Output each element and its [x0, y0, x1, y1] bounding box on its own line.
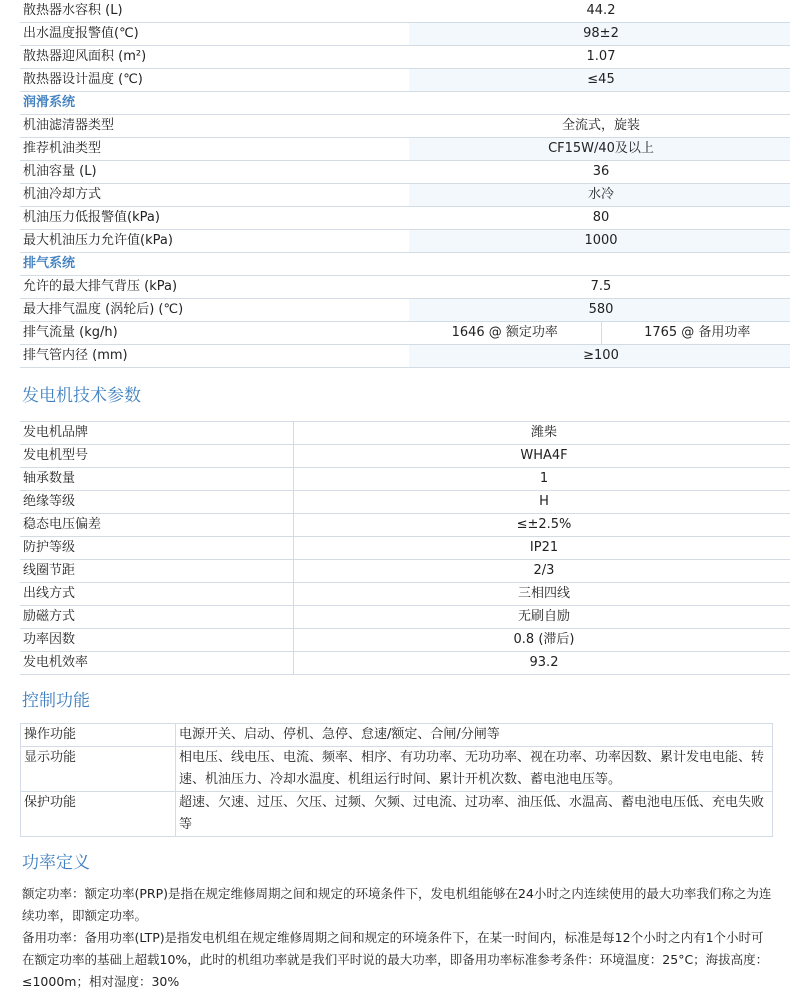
table-row	[20, 537, 790, 560]
table-row	[20, 138, 790, 161]
spec-value: 7.5	[409, 276, 790, 299]
spec-value: 0.8 (滞后)	[294, 629, 790, 652]
spec-label: 允许的最大排气背压 (kPa)	[20, 276, 409, 299]
category-row	[20, 253, 790, 276]
table-row	[20, 0, 790, 23]
spec-label: 出水温度报警值(℃)	[20, 23, 409, 46]
spec-label: 轴承数量	[20, 468, 294, 491]
table-row	[20, 161, 790, 184]
spec-label: 散热器水容积 (L)	[20, 0, 409, 23]
table-row	[20, 230, 790, 253]
table-row	[20, 207, 790, 230]
control-label: 操作功能	[21, 724, 176, 747]
table-row	[20, 115, 790, 138]
spec-value: 1	[294, 468, 790, 491]
spec-value: 93.2	[294, 652, 790, 675]
spec-label: 发电机效率	[20, 652, 294, 675]
spec-label: 出线方式	[20, 583, 294, 606]
table-row	[20, 23, 790, 46]
generator-spec-table	[20, 421, 790, 675]
spec-label: 散热器迎风面积 (m²)	[20, 46, 409, 69]
spec-value: 水冷	[409, 184, 790, 207]
exhaust-spec-table	[20, 276, 790, 368]
table-row	[20, 583, 790, 606]
control-label: 显示功能	[21, 747, 176, 792]
table-row	[21, 747, 773, 792]
power-def-section-title: 功率定义	[22, 853, 90, 873]
spec-label: 最大机油压力允许值(kPa)	[20, 230, 409, 253]
spec-label: 排气管内径 (mm)	[20, 345, 409, 368]
control-table	[20, 723, 773, 837]
spec-value: 潍柴	[294, 422, 790, 445]
table-row	[20, 276, 790, 299]
table-row	[20, 422, 790, 445]
spec-value: 80	[409, 207, 790, 230]
spec-label: 机油容量 (L)	[20, 161, 409, 184]
table-row	[20, 468, 790, 491]
spec-label: 绝缘等级	[20, 491, 294, 514]
spec-value: ≤45	[409, 69, 790, 92]
spec-value: 1.07	[409, 46, 790, 69]
table-row	[20, 184, 790, 207]
spec-value: 1000	[409, 230, 790, 253]
spec-value: 无刷自励	[294, 606, 790, 629]
spec-label: 机油压力低报警值(kPa)	[20, 207, 409, 230]
category-row	[20, 92, 790, 115]
spec-label: 散热器设计温度 (℃)	[20, 69, 409, 92]
spec-label: 发电机型号	[20, 445, 294, 468]
standby-power-paragraph: 备用功率：备用功率(LTP)是指发电机组在规定维修周期之间和规定的环境条件下，在某一时间内，标准是每12个小时之内有1个小时可在额定功率的基础上超载10%，此时的机组功率就是我们平时说的最大功率，即备用功率标准参考条件：环境温度：25°C；海拔高度：≤1000m；相对湿度：30%	[22, 930, 769, 989]
table-row	[20, 445, 790, 468]
control-label: 保护功能	[21, 792, 176, 837]
spec-label: 排气流量 (kg/h)	[20, 322, 409, 345]
spec-value: 36	[409, 161, 790, 184]
table-row	[20, 606, 790, 629]
spec-value: 580	[409, 299, 790, 322]
table-row	[20, 560, 790, 583]
spec-value: ≥100	[409, 345, 790, 368]
control-value: 超速、欠速、过压、欠压、过频、欠频、过电流、过功率、油压低、水温高、蓄电池电压低、充电失败等	[176, 792, 773, 837]
table-row	[21, 724, 773, 747]
spec-value: 2/3	[294, 560, 790, 583]
exhaust-section-title: 排气系统	[20, 253, 790, 276]
spec-label: 机油滤清器类型	[20, 115, 409, 138]
table-row	[20, 322, 790, 345]
spec-label: 发电机品牌	[20, 422, 294, 445]
generator-section-title: 发电机技术参数	[22, 386, 141, 406]
control-value: 电源开关、启动、停机、急停、怠速/额定、合闸/分闸等	[176, 724, 773, 747]
spec-value: 全流式，旋装	[409, 115, 790, 138]
spec-label: 功率因数	[20, 629, 294, 652]
spec-value: IP21	[294, 537, 790, 560]
control-value: 相电压、线电压、电流、频率、相序、有功功率、无功功率、视在功率、功率因数、累计发电电能、转速、机油压力、冷却水温度、机组运行时间、累计开机次数、蓄电池电压等。	[176, 747, 773, 792]
table-row	[21, 792, 773, 837]
rated-power-paragraph: 额定功率：额定功率(PRP)是指在规定维修周期之间和规定的环境条件下，发电机组能够在24小时之内连续使用的最大功率我们称之为连续功率，即额定功率。	[22, 886, 772, 923]
spec-value: CF15W/40及以上	[409, 138, 790, 161]
spec-value-rated: 1646 @ 额定功率	[409, 322, 601, 345]
table-row	[20, 652, 790, 675]
spec-value-standby: 1765 @ 备用功率	[601, 322, 790, 345]
table-row	[20, 514, 790, 537]
spec-value: WHA4F	[294, 445, 790, 468]
spec-label: 推荐机油类型	[20, 138, 409, 161]
table-row	[20, 491, 790, 514]
spec-label: 励磁方式	[20, 606, 294, 629]
engine-spec-table	[20, 0, 790, 276]
lube-section-title: 润滑系统	[20, 92, 790, 115]
control-section-title: 控制功能	[22, 691, 90, 711]
table-row	[20, 299, 790, 322]
spec-label: 防护等级	[20, 537, 294, 560]
spec-value: 98±2	[409, 23, 790, 46]
table-row	[20, 69, 790, 92]
spec-value: 三相四线	[294, 583, 790, 606]
spec-label: 最大排气温度 (涡轮后) (℃)	[20, 299, 409, 322]
spec-label: 稳态电压偏差	[20, 514, 294, 537]
table-row	[20, 345, 790, 368]
spec-value: ≤±2.5%	[294, 514, 790, 537]
spec-value: H	[294, 491, 790, 514]
spec-label: 线圈节距	[20, 560, 294, 583]
table-row	[20, 46, 790, 69]
spec-value: 44.2	[409, 0, 790, 23]
spec-label: 机油冷却方式	[20, 184, 409, 207]
table-row	[20, 629, 790, 652]
